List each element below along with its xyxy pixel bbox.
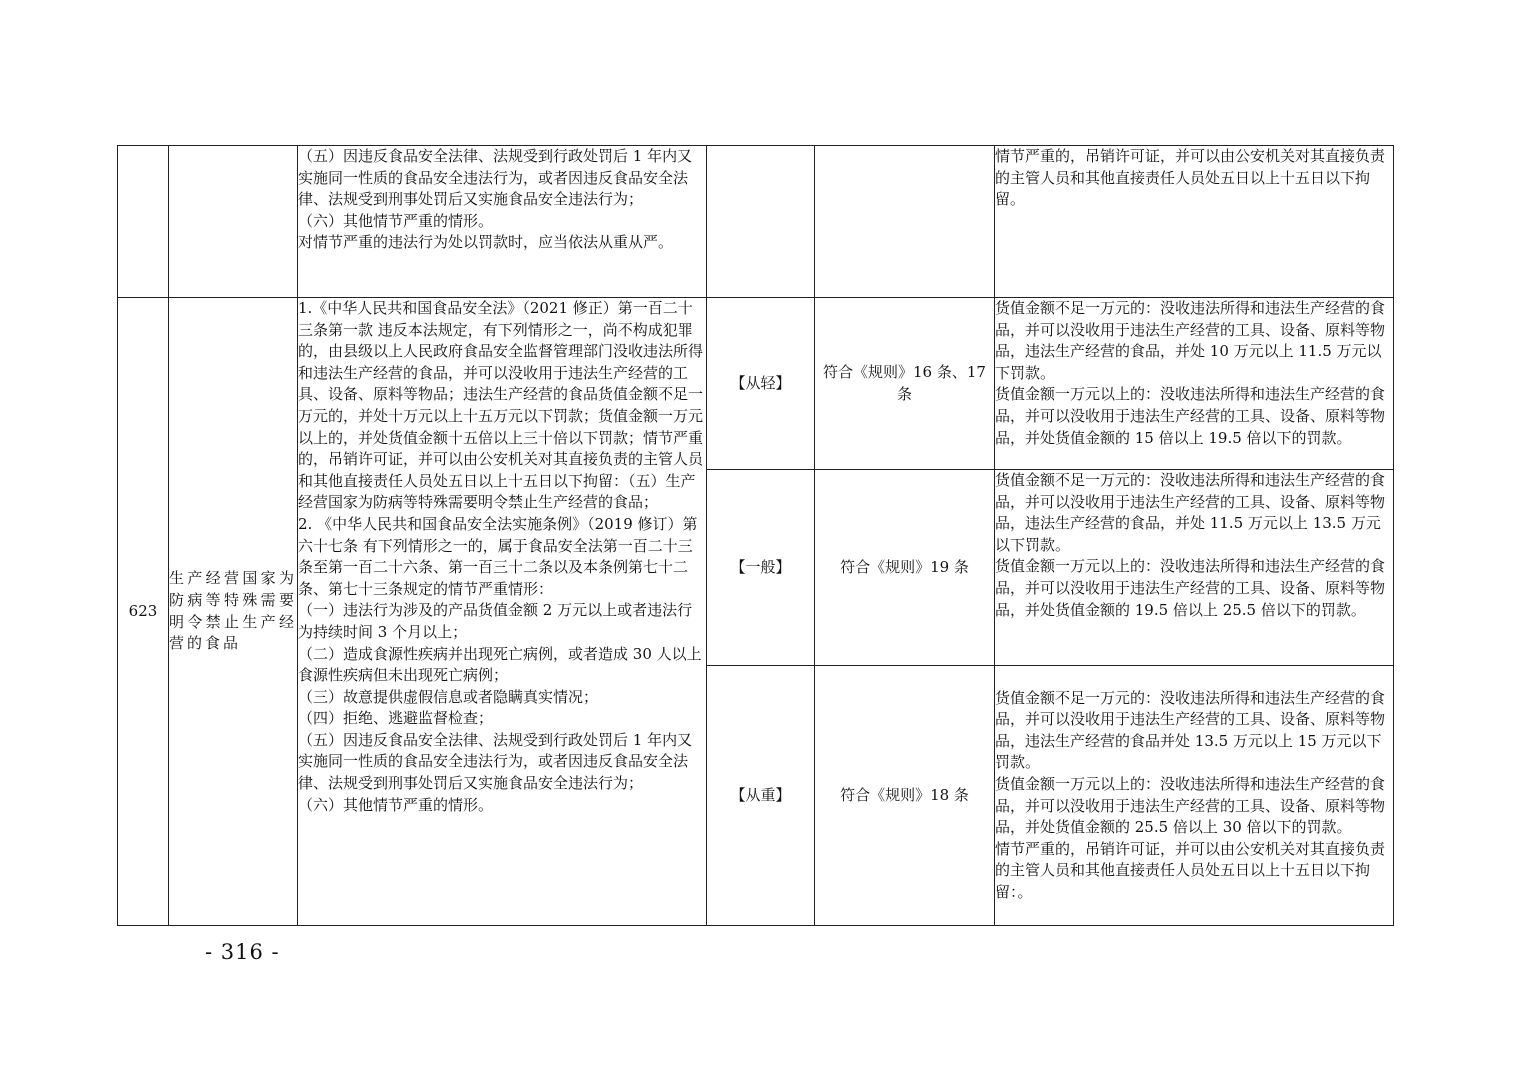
standard-cell	[995, 146, 1394, 298]
basis-line: 2. 《中华人民共和国食品安全法实施条例》（2019 修订）第六十七条 有下列情形之一的，属于食品安全法第一百二十三条至第一百二十六条、第一百三十二条以及本条例第七十二条、第七十三条规定的情节严重情形：	[298, 514, 698, 598]
discretion-level: 【一般】	[707, 470, 815, 666]
legal-basis-cell	[298, 298, 707, 926]
basis-line: （六）其他情节严重的情形。	[298, 211, 494, 230]
standard-line: 货值金额一万元以上的：没收违法所得和违法生产经营的食品，并可以没收用于违法生产经营的工具、设备、原料等物品，并处货值金额的 19.5 倍以上 25.5 倍以下的罚款。	[995, 557, 1386, 619]
violation-subject: 生产经营国家为防病等特殊需要明令禁止生产经营的食品	[169, 298, 298, 926]
table-row-623-lenient	[118, 298, 1394, 470]
table-row-continuation	[118, 146, 1394, 298]
basis-line: 1.《中华人民共和国食品安全法》（2021 修正）第一百二十三条第一款 违反本法规定，有下列情形之一，尚不构成犯罪的，由县级以上人民政府食品安全监督管理部门没收违法所得和违法生产经营的食品，并可以没收用于违法生产经营的工具、设备、原料等物品；违法生产经营的食品货值金额不足一万元的，并处十万元以上十五万元以下罚款；货值金额一万元以上的，并处货值金额十五倍以上三十倍以下罚款；情节严重的，吊销许可证，并可以由公安机关对其直接负责的主管人员和其他直接责任人员处五日以上十五日以下拘留：（五）生产经营国家为防病等特殊需要明令禁止生产经营的食品；	[298, 299, 704, 512]
standard-line: 货值金额不足一万元的：没收违法所得和违法生产经营的食品，并可以没收用于违法生产经营的工具、设备、原料等物品，违法生产经营的食品，并处 11.5 万元以上 13.5 万元以下罚款。	[995, 471, 1386, 554]
penalty-standard-cell	[995, 470, 1394, 666]
applicable-rule: 符合《规则》19 条	[815, 470, 995, 666]
standard-line: 情节严重的，吊销许可证，并可以由公安机关对其直接负责的主管人员和其他直接责任人员处五日以上十五日以下拘留：。	[995, 839, 1386, 901]
standard-line: 货值金额不足一万元的：没收违法所得和违法生产经营的食品，并可以没收用于违法生产经营的工具、设备、原料等物品，违法生产经营的食品并处 13.5 万元以上 15 万元以下罚款。	[995, 688, 1386, 772]
basis-line: （二）造成食源性疾病并出现死亡病例，或者造成 30 人以上食源性疾病但未出现死亡病例；	[298, 644, 702, 685]
row-number: 623	[118, 298, 169, 926]
legal-basis-cell	[298, 146, 707, 298]
penalty-standard-cell	[995, 298, 1394, 470]
standard-line: 货值金额一万元以上的：没收违法所得和违法生产经营的食品，并可以没收用于违法生产经营的工具、设备、原料等物品，并处货值金额的 15 倍以上 19.5 倍以下的罚款。	[995, 385, 1386, 447]
standard-line: 货值金额不足一万元的：没收违法所得和违法生产经营的食品，并可以没收用于违法生产经营的工具、设备、原料等物品，违法生产经营的食品，并处 10 万元以上 11.5 万元以下罚款。	[995, 299, 1386, 382]
basis-line: （四）拒绝、逃避监督检查；	[298, 709, 494, 728]
basis-line: （三）故意提供虚假信息或者隐瞒真实情况；	[298, 687, 599, 706]
basis-line: 对情节严重的违法行为处以罚款时，应当依法从重从严。	[298, 233, 674, 252]
basis-line: （六）其他情节严重的情形。	[298, 795, 494, 814]
basis-line: （五）因违反食品安全法律、法规受到行政处罚后 1 年内又实施同一性质的食品安全违法行为，或者因违反食品安全法律、法规受到刑事处罚后又实施食品安全违法行为；	[298, 147, 693, 209]
standard-line: 情节严重的，吊销许可证，并可以由公安机关对其直接负责的主管人员和其他直接责任人员处五日以上十五日以下拘留。	[995, 147, 1386, 209]
applicable-rule: 符合《规则》18 条	[815, 666, 995, 926]
discretion-level: 【从轻】	[707, 298, 815, 470]
applicable-rule: 符合《规则》16 条、17 条	[815, 298, 995, 470]
rule-cell-empty	[815, 146, 995, 298]
penalty-standard-cell	[995, 666, 1394, 926]
discretion-level: 【从重】	[707, 666, 815, 926]
subject-cell-empty	[169, 146, 298, 298]
standard-line: 货值金额一万元以上的：没收违法所得和违法生产经营的食品，并可以没收用于违法生产经营的工具、设备、原料等物品，并处货值金额的 25.5 倍以上 30 倍以下的罚款。	[995, 774, 1386, 837]
basis-line: （一）违法行为涉及的产品货值金额 2 万元以上或者违法行为持续时间 3 个月以上；	[298, 601, 693, 641]
basis-line: （五）因违反食品安全法律、法规受到行政处罚后 1 年内又实施同一性质的食品安全违法行为，或者因违反食品安全法律、法规受到刑事处罚后又实施食品安全违法行为；	[298, 730, 693, 793]
number-cell-empty	[118, 146, 169, 298]
penalty-table	[117, 145, 1394, 926]
level-cell-empty	[707, 146, 815, 298]
page-number: - 316 -	[205, 940, 280, 964]
